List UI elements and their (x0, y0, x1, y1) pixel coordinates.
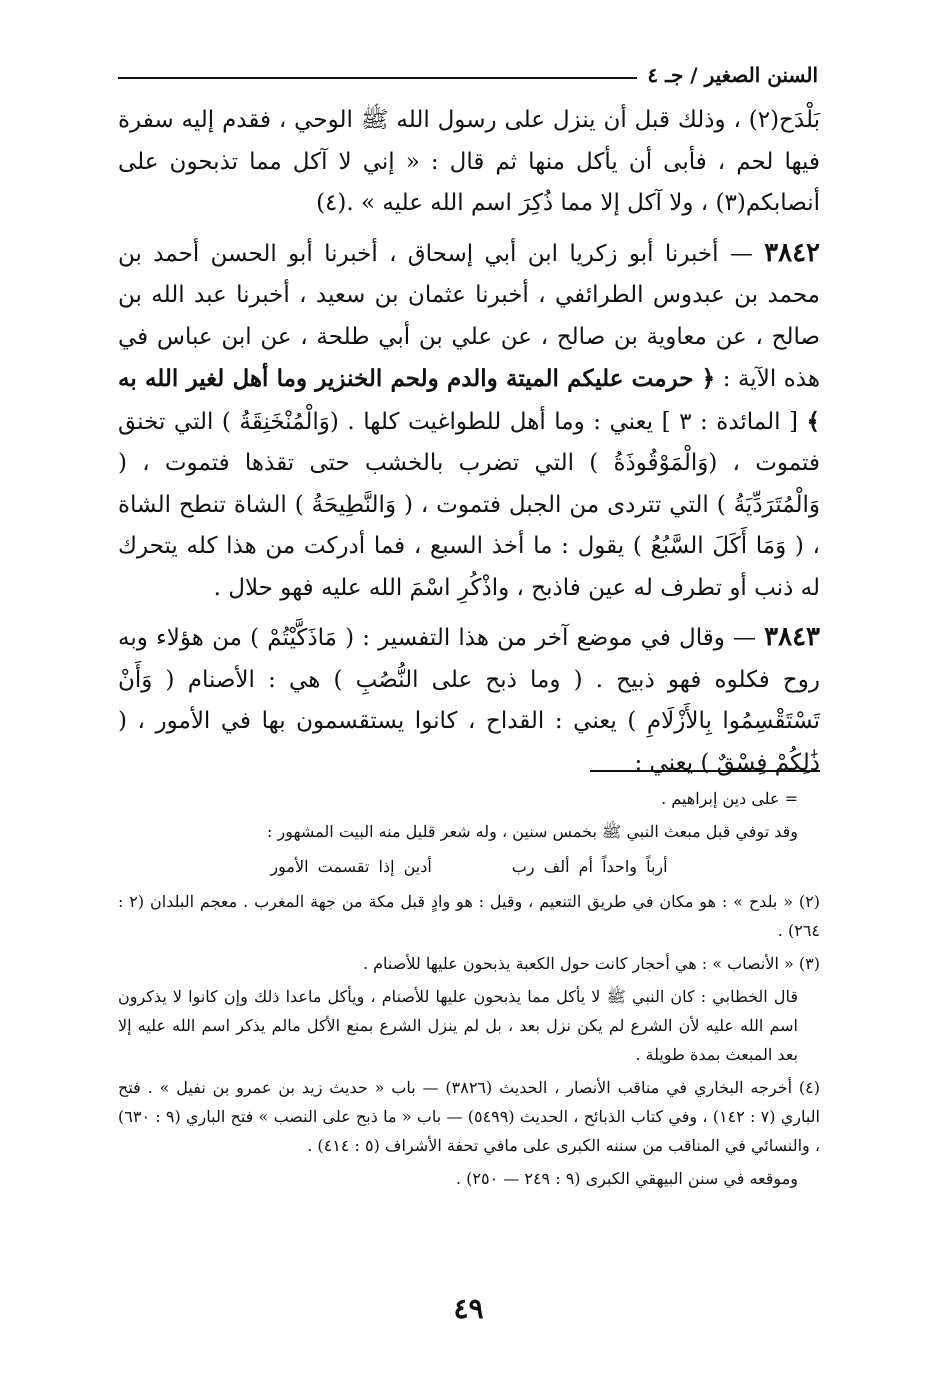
footnote-separator (590, 770, 820, 772)
hadith-number-3843: ٣٨٤٣ (764, 622, 820, 652)
hadith-number-3842: ٣٨٤٢ (764, 237, 820, 268)
verse-first-hemistich: أرباً واحداً أم ألف رب (511, 857, 668, 876)
poem-verse (118, 852, 820, 881)
footnote-3: (٣) « الأنصاب » : هي أحجار كانت حول الكعبة يذبحون عليها للأصنام . (362, 954, 820, 973)
footnote-khattabi: قال الخطابي : كان النبي ﷺ لا يأكل مما يذبحون عليها للأصنام ، ويأكل ماعدا ذلك وإن كانوا لا يذكرون اسم الله عليه لأن الشرع لم يكن نزل بعد ، بل لم ينزل الشرع بمنع الأكل مالم يذكر اسم الله عليه إلا بعد المبعث بمدة طويلة . (118, 987, 799, 1064)
main-text (118, 100, 820, 784)
paragraph-opening: بَلْدَح(٢) ، وذلك قبل أن ينزل على رسول الله ﷺ الوحي ، فقدم إليه سفرة فيها لحم ، فأبى أن يأكل منها ثم قال : « إني لا آكل مما تذبحون على أنصابكم(٣) ، ولا آكل إلا مما ذُكِرَ اسم الله عليه » .(٤) (118, 107, 820, 216)
hadith-text-3842-b: [ المائدة : ٣ ] يعني : وما أهل للطواغيت كلها . (وَالْمُنْخَنِقَةُ ) التي تخنق فتموت ، (وَالْمَوْقُوذَةُ ) التي تضرب بالخشب حتى تقذها فتموت ، ( وَالْمُتَرَدِّيَةُ ) التي تتردى من الجبل فتموت ، ( وَالنَّطِيحَةُ ) الشاة تنطح الشاة ، ( وَمَا أَكَلَ السَّبُعُ ) يقول : ما أخذ السبع ، فما أدركت من هذا كله يتحرك له ذنب أو تطرف له عين فاذبح ، واذْكُرِ اسْمَ الله عليه فهو حلال . (118, 408, 820, 601)
footnote-2: (٢) « بلدح » : هو مكان في طريق التنعيم ، وقيل : هو وادٍ قبل مكة من جهة المغرب . معجم البلدان (٢ : ٢٦٤) . (118, 892, 820, 940)
quran-verse: ﴿ حرمت عليكم الميتة والدم ولحم الخنزير وما أهل لغير الله به ﴾ (118, 365, 820, 435)
footnote-death-note: وقد توفي قبل مبعث النبي ﷺ بخمس سنين ، وله شعر قليل منه البيت المشهور : (267, 822, 798, 841)
header-rule (118, 77, 637, 79)
footnote-bayhaqi: وموقعه في سنن البيهقي الكبرى (٩ : ٢٤٩ — ٢٥٠) . (455, 1169, 798, 1188)
running-title: السنن الصغير / جـ ٤ (647, 63, 818, 87)
verse-second-hemistich: أدين إذا تقسمت الأمور (270, 857, 432, 876)
hadith-dash-3842: — (718, 240, 765, 267)
hadith-dash-3843: — (724, 625, 765, 651)
hadith-3842 (118, 233, 820, 610)
hadith-3843 (118, 617, 820, 784)
hadith-text-3842-a: أخبرنا أبو زكريا ابن أبي إسحاق ، أخبرنا أبو الحسن أحمد بن محمد بن عبدوس الطرائفي ، أخبرنا عثمان بن سعيد ، أخبرنا عبد الله بن صالح ، عن معاوية بن صالح ، عن علي بن أبي طلحة ، عن ابن عباس في هذه الآية : (118, 240, 820, 392)
hadith-text-3843: وقال في موضع آخر من هذا التفسير : ( مَاذَكَّيْتُمْ ) من هؤلاء وبه روح فكلوه فهو ذبيح . ( وما ذبح على النُّصُبِ ) هي : الأصنام ( وَأَنْ تَسْتَقْسِمُوا بِالأَزْلَامِ ) يعني : القداح ، كانوا يستقسمون بها في الأمور ، ( ذَٰلِكُمْ فِسْقٌ ) يعني : (118, 625, 820, 776)
footnote-4: (٤) أخرجه البخاري في مناقب الأنصار ، الحديث (٣٨٢٦) — باب « حديث زيد بن عمرو بن نفيل » . فتح الباري (٧ : ١٤٢) ، وفي كتاب الذبائح ، الحديث (٥٤٩٩) — باب « ما ذبح على النصب » فتح الباري (٩ : ٦٣٠) ، والنسائي في المناقب من سننه الكبرى على مافي تحفة الأشراف (٥ : ٤١٤) . (118, 1078, 820, 1155)
footnotes (118, 784, 820, 1197)
running-header (118, 58, 818, 92)
footnote-continuation: = على دين إبراهيم . (661, 789, 798, 808)
page-number: ٤٩ (453, 1292, 484, 1325)
